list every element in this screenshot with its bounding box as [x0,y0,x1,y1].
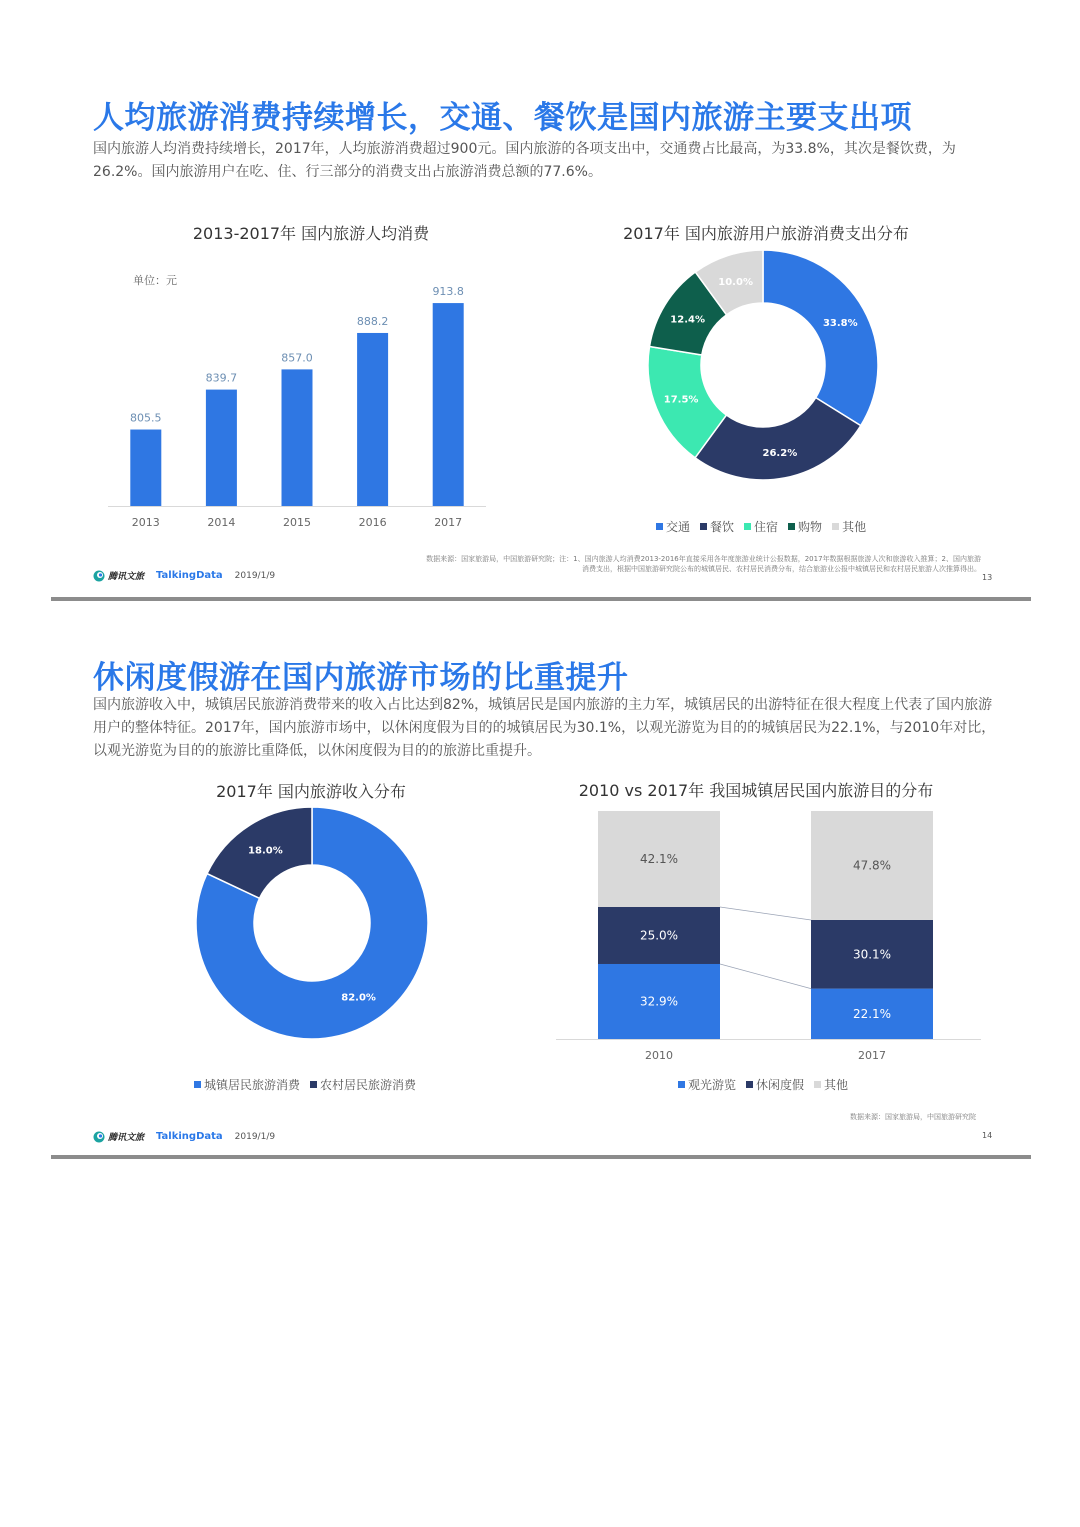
legend-swatch [700,523,707,530]
legend-label: 休闲度假 [756,1078,805,1092]
legend-label: 农村居民旅游消费 [320,1078,417,1092]
brand-logo [93,569,144,582]
chart-legend [678,1076,858,1093]
x-tick-label: 2013 [131,516,160,529]
chart-legend [194,1076,426,1093]
slide-13 [51,80,1031,600]
report-date: 2019/1/9 [234,1131,276,1142]
legend-swatch [744,523,751,530]
legend-item [656,518,690,535]
legend-label: 餐饮 [710,520,735,534]
segment-value-label: 22.1% [852,1006,892,1021]
footer [93,1130,275,1143]
unit-label: 单位：元 [133,274,177,287]
slide-14 [51,640,1031,1162]
series-connector-line [720,964,811,989]
segment-value-label: 32.9% [639,994,679,1009]
bar [130,430,161,506]
brand-logo [93,1130,144,1143]
spending-distribution-donut-chart [641,250,891,490]
bar [357,333,388,506]
legend-label: 其他 [842,520,867,534]
brand-name: 腾讯文旅 [108,572,145,582]
legend-label: 城镇居民旅游消费 [204,1078,301,1092]
slice-value-label: 33.8% [822,317,858,329]
legend-label: 其他 [824,1078,849,1092]
talkingdata-logo: TalkingData [156,1131,223,1142]
segment-value-label: 25.0% [639,928,679,943]
x-tick-label: 2010 [645,1049,673,1062]
bar-value-label: 913.8 [432,285,464,299]
x-tick-label: 2015 [283,516,311,529]
slide-description: 国内旅游收入中，城镇居民旅游消费带来的收入占比达到82%，城镇居民是国内旅游的主力军，城镇居民的出游特征在很大程度上代表了国内旅游用户的整体特征。2017年，国内旅游市场中，以休闲度假为目的的城镇居民为30.1%，以观光游览为目的的城镇居民为22.1%，与2010年对比，以观光游览为目的的旅游比重降低，以休闲度假为目的的旅游比重提升。 [93,697,996,759]
legend-swatch [656,523,663,530]
travel-purpose-stacked-bar-chart [551,806,991,1066]
legend-item [194,1076,300,1093]
slide-divider [51,1155,1031,1159]
tencent-culture-travel-logo-icon [93,570,105,582]
bar-value-label: 839.7 [205,371,238,385]
donut-slice [763,250,878,426]
x-tick-label: 2017 [858,1049,886,1062]
legend-item [832,518,866,535]
bar [433,303,464,506]
legend-swatch [814,1081,821,1088]
tencent-culture-travel-logo-icon [93,1131,105,1143]
slide-divider [51,597,1031,601]
legend-label: 住宿 [754,520,779,534]
per-capita-spending-bar-chart [101,270,491,535]
income-distribution-donut-chart [186,805,436,1045]
legend-swatch [194,1081,201,1088]
segment-value-label: 47.8% [852,858,892,873]
bar-value-label: 805.5 [130,411,162,425]
slice-value-label: 17.5% [663,394,699,406]
slice-value-label: 18.0% [248,845,283,857]
report-date: 2019/1/9 [234,570,276,581]
footer [93,569,275,582]
slice-value-label: 12.4% [670,314,705,326]
segment-value-label: 30.1% [852,947,892,962]
legend-item [744,518,778,535]
series-connector-line [720,907,811,920]
legend-item [310,1076,416,1093]
chart-legend [656,518,876,535]
bar [282,369,313,506]
x-tick-label: 2014 [207,516,236,529]
bar-value-label: 888.2 [356,314,389,328]
legend-item [678,1076,736,1093]
legend-label: 购物 [798,520,823,534]
brand-name: 腾讯文旅 [108,1133,145,1143]
legend-label: 交通 [666,520,691,534]
chart-title: 2013-2017年 国内旅游人均消费 [192,224,430,243]
segment-value-label: 42.1% [639,851,679,866]
page-number: 14 [982,1131,993,1140]
slide-title: 休闲度假游在国内旅游市场的比重提升 [93,660,629,696]
slide-description: 国内旅游人均消费持续增长，2017年，人均旅游消费超过900元。国内旅游的各项支出中，交通费占比最高，为33.8%，其次是餐饮费，为26.2%。国内旅游用户在吃、住、行三部分的消费支出占旅游消费总额的77.6%。 [93,141,956,180]
data-source-note: 数据来源：国家旅游局，中国旅游研究院；注：1、国内旅游人均消费2013-2016年直接采用各年度旅游业统计公报数据，2017年数据根据旅游人次和旅游收入推算；2、国内旅游消费支出，根据中国旅游研究院公布的城镇居民、农村居民消费分布，结合旅游业公报中城镇居民和农村居民旅游人次推算得出。 [426,555,981,573]
data-source-note: 数据来源：国家旅游局，中国旅游研究院 [850,1113,976,1121]
legend-swatch [832,523,839,530]
legend-swatch [746,1081,753,1088]
legend-item [700,518,734,535]
chart-title: 2017年 国内旅游收入分布 [216,782,406,801]
legend-item [746,1076,804,1093]
slide-title: 人均旅游消费持续增长，交通、餐饮是国内旅游主要支出项 [93,100,912,136]
legend-swatch [310,1081,317,1088]
legend-label: 观光游览 [688,1078,737,1092]
slice-value-label: 82.0% [341,992,376,1004]
talkingdata-logo: TalkingData [156,570,223,581]
bar [206,390,237,506]
x-tick-label: 2016 [358,516,387,529]
chart-title: 2017年 国内旅游用户旅游消费支出分布 [623,224,909,243]
x-tick-label: 2017 [434,516,463,529]
legend-swatch [788,523,795,530]
slice-value-label: 10.0% [718,276,753,288]
legend-swatch [678,1081,685,1088]
chart-title: 2010 vs 2017年 我国城镇居民国内旅游目的分布 [578,781,934,800]
legend-item [788,518,822,535]
slice-value-label: 26.2% [762,447,798,459]
bar-value-label: 857.0 [281,351,313,365]
page-number: 13 [982,573,993,582]
legend-item [814,1076,848,1093]
